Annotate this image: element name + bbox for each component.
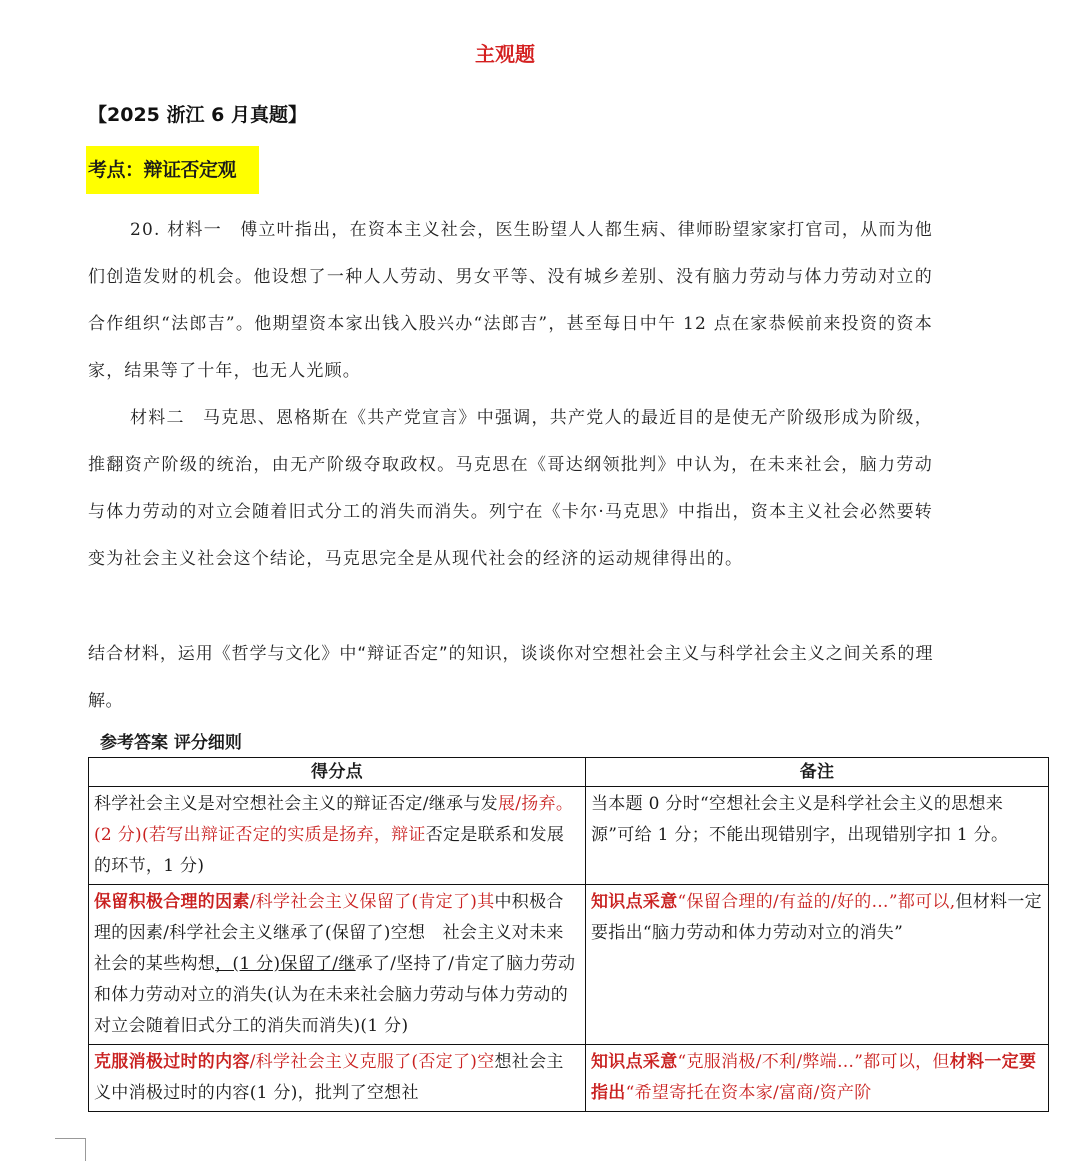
points-text-red: 展/扬弃。(2 分)(若写出辩证否定的实质是扬弃，辩证 [94,794,574,845]
points-text: 否定是联系和发展的环节，1 分) [94,825,565,876]
points-cell [89,1045,586,1112]
table-row [89,1045,1049,1112]
notes-text-red: “克服消极/不利/弊端…”都可以，但 [677,1052,950,1072]
question-paragraph: 结合材料，运用《哲学与文化》中“辩证否定”的知识，谈谈你对空想社会主义与科学社会主义之间关系的理解。 [88,644,933,711]
notes-cell [586,1045,1049,1112]
page-title: 主观题 [475,42,535,66]
notes-bold-red: 知识点采意 [591,892,678,912]
points-text: 中积极合理的因素/科学社会主义继承了(保留了)空想 社会主义对未来社会的某些构想 [94,892,564,974]
keypoint-highlight: 考点：辩证否定观 [86,146,259,194]
notes-bold-red: 知识点采意 [591,1052,678,1072]
material-two-paragraph: 材料二 马克思、恩格斯在《共产党宣言》中强调，共产党人的最近目的是使无产阶级形成为阶级，推翻资产阶级的统治，由无产阶级夺取政权。马克思在《哥达纲领批判》中认为，在未来社会，脑力劳动与体力劳动的对立会随着旧式分工的消失而消失。列宁在《卡尔·马克思》中指出，资本主义社会必然要转变为社会主义社会这个结论，马克思完全是从现代社会的经济的运动规律得出的。 [88,408,933,569]
notes-cell: 当本题 0 分时“空想社会主义是科学社会主义的思想来源”可给 1 分；不能出现错别字，出现错别字扣 1 分。 [586,787,1049,885]
points-text: 想社会主义中消极过时的内容(1 分)，批判了空想社 [94,1052,564,1103]
scoring-table [88,757,1049,1112]
exam-label: 【2025 浙江 6 月真题】 [88,104,307,126]
material-one-paragraph: 20. 材料一 傅立叶指出，在资本主义社会，医生盼望人人都生病、律师盼望家家打官司，从而为他们创造发财的机会。他设想了一种人人劳动、男女平等、没有城乡差别、没有脑力劳动与体力劳动对立的合作组织“法郎吉”。他期望资本家出钱入股兴办“法郎吉”，甚至每日中午 12 点在家恭候前来投资的资本家，结果等了十年，也无人光顾。 [88,220,933,381]
points-text: 承了/坚持了/肯定了脑力劳动和体力劳动对立的消失(认为在未来社会脑力劳动与体力劳动的对立会随着旧式分工的消失而消失)(1 分) [94,954,576,1036]
header-notes: 备注 [586,758,1049,787]
points-text-red: /科学社会主义保留了(肯定了)其 [249,892,495,912]
points-cell [89,885,586,1045]
points-bold-red: 克服消极过时的内容 [94,1052,250,1072]
points-text: 科学社会主义是对空想社会主义的辩证否定/继承与发 [94,794,498,814]
table-row [89,885,1049,1045]
points-bold-red: 保留积极合理的因素 [94,892,250,912]
notes-text: 但材料一定要指出“脑力劳动和体力劳动对立的消失” [591,892,1042,943]
page-corner-mark [55,1138,86,1161]
points-underlined: ，(1 分)保留了/继 [215,954,356,974]
header-points: 得分点 [89,758,586,787]
points-cell [89,787,586,885]
notes-text-red: “希望寄托在资本家/富商/资产阶 [625,1083,872,1103]
table-row [89,787,1049,885]
notes-bold-red: 材料一定要指出 [591,1052,1037,1103]
answer-heading: 参考答案 评分细则 [100,733,242,753]
notes-text-red: “保留合理的/有益的/好的…”都可以, [677,892,956,912]
table-header-row [89,758,1049,787]
notes-cell [586,885,1049,1045]
points-text-red: /科学社会主义克服了(否定了)空 [249,1052,495,1072]
